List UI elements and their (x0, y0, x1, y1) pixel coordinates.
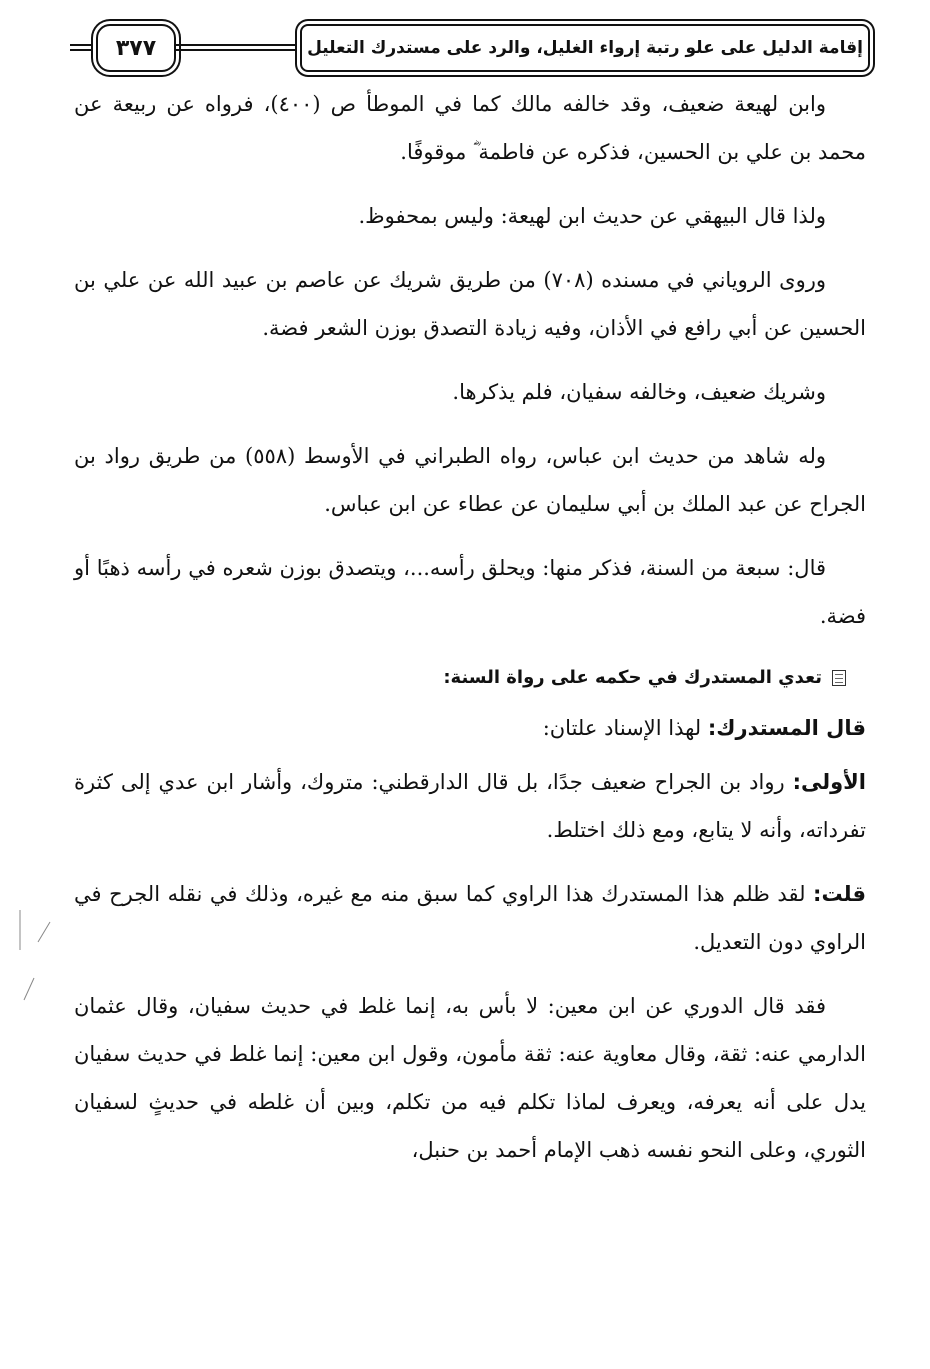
paragraph: وله شاهد من حديث ابن عباس، رواه الطبراني في الأوسط (٥٥٨) من طريق رواد بن الجراح عن عبد الملك بن أبي سليمان عن عطاء عن ابن عباس. (74, 444, 866, 516)
paragraph (74, 870, 866, 966)
paragraph-lead: قلت: (813, 882, 866, 906)
paragraph-text: لهذا الإسناد علتان: (542, 716, 708, 740)
header-rule (174, 44, 296, 51)
section-heading-text: تعدي المستدرك في حكمه على رواة السنة: (443, 667, 822, 688)
document-icon (832, 670, 846, 686)
paragraph-text: رواد بن الجراح ضعيف جدًا، بل قال الدارقطني: متروك، وأشار ابن عدي إلى كثرة تفرداته، وأنه لا يتابع، ومع ذلك اختلط. (74, 770, 866, 842)
paragraph: وشريك ضعيف، وخالفه سفيان، فلم يذكرها. (452, 380, 826, 404)
margin-pencil-marks (14, 900, 54, 1010)
page-number: ٣٧٧ (96, 24, 176, 72)
running-header (70, 24, 870, 72)
paragraph-lead: قال المستدرك: (707, 716, 866, 740)
paragraph: فقد قال الدوري عن ابن معين: لا بأس به، إنما غلط في حديث سفيان، وقال عثمان الدارمي عنه: ثقة، وقال معاوية عنه: ثقة مأمون، وقول ابن معين: إنما غلط في حديث سفيان يدل على أنه يعرفه، ويعرف لماذا تكلم فيه من تكلم، وبين أن غلطه في حديثٍ لسفيان الثوري، وعلى النحو نفسه ذهب الإمام أحمد بن حنبل، (74, 994, 866, 1162)
paragraph: وروى الروياني في مسنده (٧٠٨) من طريق شريك عن عاصم بن عبيد الله عن علي بن الحسين عن أبي رافع في الأذان، وفيه زيادة التصدق بوزن الشعر فضة. (74, 268, 866, 340)
paragraph (74, 704, 866, 752)
paragraph (74, 758, 866, 854)
section-heading (74, 658, 866, 698)
paragraph: وابن لهيعة ضعيف، وقد خالفه مالك كما في الموطأ ص (٤٠٠)، فرواه عن ربيعة عن محمد بن علي بن الحسين، فذكره عن فاطمة ؓ موقوفًا. (74, 92, 866, 164)
page-body (74, 80, 866, 1190)
paragraph-lead: الأولى: (792, 770, 866, 794)
paragraph: ولذا قال البيهقي عن حديث ابن لهيعة: وليس بمحفوظ. (358, 204, 826, 228)
header-rule (70, 44, 96, 51)
running-title: إقامة الدليل على علو رتبة إرواء الغليل، والرد على مستدرك التعليل (300, 24, 870, 72)
paragraph: قال: سبعة من السنة، فذكر منها: ويحلق رأسه...، ويتصدق بوزن شعره في رأسه ذهبًا أو فضة. (74, 556, 866, 628)
paragraph-text: لقد ظلم هذا المستدرك هذا الراوي كما سبق منه مع غيره، وذلك في نقله الجرح في الراوي دون التعديل. (74, 882, 866, 954)
